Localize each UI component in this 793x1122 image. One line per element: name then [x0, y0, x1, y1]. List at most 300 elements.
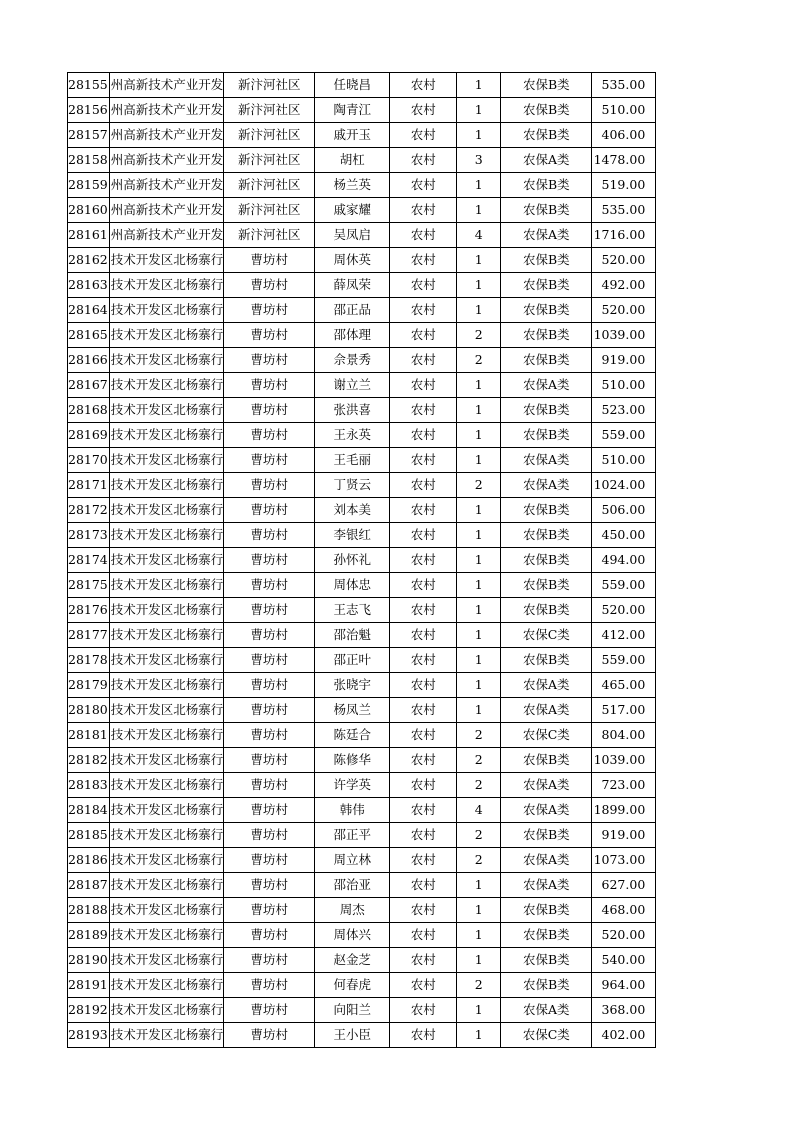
amount-value: 517.00 [592, 698, 656, 723]
record-id: 28161 [68, 223, 110, 248]
village-name: 曹坊村 [224, 1023, 315, 1048]
household-count: 3 [457, 148, 501, 173]
district-name: 州高新技术产业开发 [109, 148, 224, 173]
residence-type: 农村 [390, 523, 457, 548]
record-id: 28162 [68, 248, 110, 273]
table-row [68, 1023, 656, 1048]
household-count: 1 [457, 123, 501, 148]
amount-value: 523.00 [592, 398, 656, 423]
village-name: 曹坊村 [224, 548, 315, 573]
household-count: 1 [457, 873, 501, 898]
person-name: 邵正品 [315, 298, 390, 323]
person-name: 陶青江 [315, 98, 390, 123]
district-name: 技术开发区北杨寨行 [109, 948, 224, 973]
table-row [68, 623, 656, 648]
amount-value: 510.00 [592, 373, 656, 398]
insurance-category: 农保B类 [501, 248, 592, 273]
village-name: 曹坊村 [224, 573, 315, 598]
table-row [68, 848, 656, 873]
household-count: 1 [457, 448, 501, 473]
household-count: 2 [457, 973, 501, 998]
person-name: 邵治魁 [315, 623, 390, 648]
residence-type: 农村 [390, 498, 457, 523]
district-name: 技术开发区北杨寨行 [109, 473, 224, 498]
household-count: 1 [457, 73, 501, 98]
village-name: 曹坊村 [224, 773, 315, 798]
insurance-category: 农保A类 [501, 873, 592, 898]
amount-value: 535.00 [592, 73, 656, 98]
district-name: 州高新技术产业开发 [109, 123, 224, 148]
residence-type: 农村 [390, 473, 457, 498]
household-count: 2 [457, 473, 501, 498]
amount-value: 535.00 [592, 198, 656, 223]
district-name: 技术开发区北杨寨行 [109, 998, 224, 1023]
table-row [68, 198, 656, 223]
residence-type: 农村 [390, 73, 457, 98]
amount-value: 1024.00 [592, 473, 656, 498]
table-row [68, 948, 656, 973]
insurance-category: 农保A类 [501, 473, 592, 498]
district-name: 技术开发区北杨寨行 [109, 823, 224, 848]
household-count: 1 [457, 898, 501, 923]
village-name: 曹坊村 [224, 723, 315, 748]
insurance-category: 农保B类 [501, 73, 592, 98]
insurance-category: 农保B类 [501, 923, 592, 948]
insurance-category: 农保C类 [501, 623, 592, 648]
residence-type: 农村 [390, 823, 457, 848]
person-name: 张洪喜 [315, 398, 390, 423]
residence-type: 农村 [390, 98, 457, 123]
insurance-category: 农保B类 [501, 523, 592, 548]
record-id: 28163 [68, 273, 110, 298]
table-row [68, 923, 656, 948]
person-name: 王永英 [315, 423, 390, 448]
person-name: 赵金芝 [315, 948, 390, 973]
table-row [68, 898, 656, 923]
household-count: 1 [457, 548, 501, 573]
village-name: 曹坊村 [224, 273, 315, 298]
table-row [68, 573, 656, 598]
amount-value: 468.00 [592, 898, 656, 923]
person-name: 周休英 [315, 248, 390, 273]
insurance-category: 农保A类 [501, 998, 592, 1023]
district-name: 技术开发区北杨寨行 [109, 373, 224, 398]
residence-type: 农村 [390, 598, 457, 623]
record-id: 28183 [68, 773, 110, 798]
insurance-category: 农保C类 [501, 723, 592, 748]
insurance-category: 农保A类 [501, 773, 592, 798]
village-name: 曹坊村 [224, 973, 315, 998]
residence-type: 农村 [390, 398, 457, 423]
amount-value: 520.00 [592, 298, 656, 323]
person-name: 戚家耀 [315, 198, 390, 223]
person-name: 邵体理 [315, 323, 390, 348]
table-row [68, 498, 656, 523]
insurance-category: 农保B类 [501, 198, 592, 223]
record-id: 28191 [68, 973, 110, 998]
insurance-category: 农保A类 [501, 698, 592, 723]
amount-value: 1039.00 [592, 323, 656, 348]
record-id: 28168 [68, 398, 110, 423]
village-name: 曹坊村 [224, 323, 315, 348]
amount-value: 559.00 [592, 423, 656, 448]
table-row [68, 873, 656, 898]
person-name: 何春虎 [315, 973, 390, 998]
amount-value: 919.00 [592, 823, 656, 848]
district-name: 技术开发区北杨寨行 [109, 773, 224, 798]
record-id: 28171 [68, 473, 110, 498]
table-row [68, 173, 656, 198]
amount-value: 627.00 [592, 873, 656, 898]
village-name: 新汴河社区 [224, 98, 315, 123]
table-row [68, 323, 656, 348]
table-row [68, 273, 656, 298]
person-name: 邵治亚 [315, 873, 390, 898]
residence-type: 农村 [390, 1023, 457, 1048]
record-id: 28166 [68, 348, 110, 373]
person-name: 任晓昌 [315, 73, 390, 98]
insurance-category: 农保B类 [501, 748, 592, 773]
district-name: 技术开发区北杨寨行 [109, 898, 224, 923]
residence-type: 农村 [390, 923, 457, 948]
district-name: 技术开发区北杨寨行 [109, 323, 224, 348]
record-id: 28156 [68, 98, 110, 123]
insurance-category: 农保B类 [501, 123, 592, 148]
record-id: 28169 [68, 423, 110, 448]
table-row [68, 698, 656, 723]
village-name: 新汴河社区 [224, 223, 315, 248]
district-name: 州高新技术产业开发 [109, 198, 224, 223]
district-name: 技术开发区北杨寨行 [109, 448, 224, 473]
residence-type: 农村 [390, 648, 457, 673]
table-row [68, 973, 656, 998]
residence-type: 农村 [390, 623, 457, 648]
person-name: 王小臣 [315, 1023, 390, 1048]
person-name: 孙怀礼 [315, 548, 390, 573]
person-name: 谢立兰 [315, 373, 390, 398]
residence-type: 农村 [390, 798, 457, 823]
village-name: 曹坊村 [224, 923, 315, 948]
district-name: 技术开发区北杨寨行 [109, 923, 224, 948]
amount-value: 519.00 [592, 173, 656, 198]
household-count: 1 [457, 398, 501, 423]
record-id: 28155 [68, 73, 110, 98]
record-id: 28157 [68, 123, 110, 148]
person-name: 王志飞 [315, 598, 390, 623]
village-name: 曹坊村 [224, 898, 315, 923]
household-count: 4 [457, 223, 501, 248]
amount-value: 412.00 [592, 623, 656, 648]
insurance-category: 农保B类 [501, 598, 592, 623]
district-name: 技术开发区北杨寨行 [109, 598, 224, 623]
amount-value: 804.00 [592, 723, 656, 748]
record-id: 28181 [68, 723, 110, 748]
amount-value: 964.00 [592, 973, 656, 998]
amount-value: 559.00 [592, 573, 656, 598]
table-row [68, 723, 656, 748]
amount-value: 406.00 [592, 123, 656, 148]
village-name: 曹坊村 [224, 448, 315, 473]
record-id: 28186 [68, 848, 110, 873]
district-name: 技术开发区北杨寨行 [109, 273, 224, 298]
residence-type: 农村 [390, 123, 457, 148]
table-row [68, 123, 656, 148]
insurance-category: 农保B类 [501, 548, 592, 573]
village-name: 曹坊村 [224, 648, 315, 673]
insurance-category: 农保A类 [501, 848, 592, 873]
person-name: 许学英 [315, 773, 390, 798]
district-name: 州高新技术产业开发 [109, 223, 224, 248]
insurance-category: 农保A类 [501, 373, 592, 398]
residence-type: 农村 [390, 673, 457, 698]
household-count: 1 [457, 273, 501, 298]
table-row [68, 998, 656, 1023]
residence-type: 农村 [390, 898, 457, 923]
residence-type: 农村 [390, 998, 457, 1023]
record-id: 28179 [68, 673, 110, 698]
person-name: 佘景秀 [315, 348, 390, 373]
insurance-category: 农保A类 [501, 223, 592, 248]
village-name: 新汴河社区 [224, 123, 315, 148]
person-name: 陈廷合 [315, 723, 390, 748]
record-id: 28173 [68, 523, 110, 548]
insurance-category: 农保B类 [501, 948, 592, 973]
household-count: 2 [457, 348, 501, 373]
residence-type: 农村 [390, 423, 457, 448]
residence-type: 农村 [390, 298, 457, 323]
insurance-category: 农保B类 [501, 823, 592, 848]
amount-value: 1039.00 [592, 748, 656, 773]
district-name: 州高新技术产业开发 [109, 98, 224, 123]
record-id: 28175 [68, 573, 110, 598]
household-count: 1 [457, 198, 501, 223]
district-name: 技术开发区北杨寨行 [109, 423, 224, 448]
village-name: 曹坊村 [224, 398, 315, 423]
table-row [68, 598, 656, 623]
record-id: 28189 [68, 923, 110, 948]
household-count: 1 [457, 173, 501, 198]
person-name: 周体忠 [315, 573, 390, 598]
person-name: 胡杠 [315, 148, 390, 173]
person-name: 邵正平 [315, 823, 390, 848]
district-name: 技术开发区北杨寨行 [109, 698, 224, 723]
table-row [68, 98, 656, 123]
residence-type: 农村 [390, 323, 457, 348]
table-row [68, 423, 656, 448]
village-name: 曹坊村 [224, 623, 315, 648]
table-row [68, 773, 656, 798]
records-body [68, 73, 656, 1048]
table-row [68, 798, 656, 823]
household-count: 1 [457, 298, 501, 323]
person-name: 杨凤兰 [315, 698, 390, 723]
village-name: 曹坊村 [224, 473, 315, 498]
insurance-category: 农保A类 [501, 448, 592, 473]
residence-type: 农村 [390, 448, 457, 473]
amount-value: 1899.00 [592, 798, 656, 823]
village-name: 曹坊村 [224, 523, 315, 548]
residence-type: 农村 [390, 173, 457, 198]
district-name: 技术开发区北杨寨行 [109, 523, 224, 548]
village-name: 新汴河社区 [224, 148, 315, 173]
insurance-category: 农保B类 [501, 298, 592, 323]
district-name: 技术开发区北杨寨行 [109, 298, 224, 323]
insurance-category: 农保B类 [501, 273, 592, 298]
residence-type: 农村 [390, 698, 457, 723]
insurance-category: 农保B类 [501, 423, 592, 448]
person-name: 吴凤启 [315, 223, 390, 248]
residence-type: 农村 [390, 273, 457, 298]
table-row [68, 548, 656, 573]
table-row [68, 298, 656, 323]
amount-value: 723.00 [592, 773, 656, 798]
records-table [67, 72, 656, 1048]
village-name: 曹坊村 [224, 498, 315, 523]
district-name: 技术开发区北杨寨行 [109, 848, 224, 873]
village-name: 曹坊村 [224, 698, 315, 723]
household-count: 1 [457, 948, 501, 973]
insurance-category: 农保C类 [501, 1023, 592, 1048]
insurance-category: 农保B类 [501, 173, 592, 198]
record-id: 28188 [68, 898, 110, 923]
amount-value: 1073.00 [592, 848, 656, 873]
insurance-category: 农保A类 [501, 148, 592, 173]
residence-type: 农村 [390, 248, 457, 273]
insurance-category: 农保B类 [501, 648, 592, 673]
village-name: 曹坊村 [224, 848, 315, 873]
district-name: 技术开发区北杨寨行 [109, 673, 224, 698]
village-name: 新汴河社区 [224, 198, 315, 223]
person-name: 向阳兰 [315, 998, 390, 1023]
amount-value: 492.00 [592, 273, 656, 298]
household-count: 1 [457, 648, 501, 673]
household-count: 2 [457, 723, 501, 748]
insurance-category: 农保B类 [501, 573, 592, 598]
record-id: 28182 [68, 748, 110, 773]
record-id: 28158 [68, 148, 110, 173]
insurance-category: 农保B类 [501, 323, 592, 348]
residence-type: 农村 [390, 198, 457, 223]
household-count: 1 [457, 573, 501, 598]
village-name: 曹坊村 [224, 373, 315, 398]
record-id: 28187 [68, 873, 110, 898]
district-name: 技术开发区北杨寨行 [109, 498, 224, 523]
table-row [68, 448, 656, 473]
village-name: 曹坊村 [224, 348, 315, 373]
record-id: 28192 [68, 998, 110, 1023]
village-name: 曹坊村 [224, 248, 315, 273]
table-row [68, 648, 656, 673]
village-name: 曹坊村 [224, 948, 315, 973]
record-id: 28185 [68, 823, 110, 848]
person-name: 王毛丽 [315, 448, 390, 473]
amount-value: 506.00 [592, 498, 656, 523]
village-name: 曹坊村 [224, 748, 315, 773]
person-name: 周立林 [315, 848, 390, 873]
table-row [68, 348, 656, 373]
table-row [68, 373, 656, 398]
person-name: 周杰 [315, 898, 390, 923]
village-name: 曹坊村 [224, 423, 315, 448]
amount-value: 450.00 [592, 523, 656, 548]
residence-type: 农村 [390, 723, 457, 748]
record-id: 28167 [68, 373, 110, 398]
district-name: 技术开发区北杨寨行 [109, 573, 224, 598]
record-id: 28184 [68, 798, 110, 823]
record-id: 28177 [68, 623, 110, 648]
household-count: 2 [457, 848, 501, 873]
district-name: 州高新技术产业开发 [109, 173, 224, 198]
household-count: 1 [457, 498, 501, 523]
table-row [68, 748, 656, 773]
household-count: 1 [457, 423, 501, 448]
person-name: 周体兴 [315, 923, 390, 948]
amount-value: 402.00 [592, 1023, 656, 1048]
residence-type: 农村 [390, 973, 457, 998]
amount-value: 1716.00 [592, 223, 656, 248]
amount-value: 465.00 [592, 673, 656, 698]
household-count: 1 [457, 923, 501, 948]
record-id: 28170 [68, 448, 110, 473]
household-count: 1 [457, 373, 501, 398]
district-name: 技术开发区北杨寨行 [109, 648, 224, 673]
amount-value: 520.00 [592, 923, 656, 948]
village-name: 新汴河社区 [224, 73, 315, 98]
residence-type: 农村 [390, 223, 457, 248]
residence-type: 农村 [390, 773, 457, 798]
household-count: 1 [457, 673, 501, 698]
residence-type: 农村 [390, 573, 457, 598]
residence-type: 农村 [390, 873, 457, 898]
insurance-category: 农保B类 [501, 898, 592, 923]
village-name: 曹坊村 [224, 823, 315, 848]
residence-type: 农村 [390, 848, 457, 873]
insurance-category: 农保A类 [501, 798, 592, 823]
insurance-category: 农保B类 [501, 348, 592, 373]
record-id: 28176 [68, 598, 110, 623]
person-name: 陈修华 [315, 748, 390, 773]
record-id: 28160 [68, 198, 110, 223]
person-name: 邵正叶 [315, 648, 390, 673]
residence-type: 农村 [390, 948, 457, 973]
household-count: 2 [457, 748, 501, 773]
district-name: 技术开发区北杨寨行 [109, 798, 224, 823]
table-row [68, 223, 656, 248]
person-name: 张晓宇 [315, 673, 390, 698]
table-row [68, 148, 656, 173]
amount-value: 520.00 [592, 598, 656, 623]
household-count: 2 [457, 823, 501, 848]
district-name: 州高新技术产业开发 [109, 73, 224, 98]
residence-type: 农村 [390, 548, 457, 573]
person-name: 刘本美 [315, 498, 390, 523]
amount-value: 494.00 [592, 548, 656, 573]
insurance-category: 农保B类 [501, 98, 592, 123]
village-name: 曹坊村 [224, 873, 315, 898]
person-name: 杨兰英 [315, 173, 390, 198]
insurance-category: 农保B类 [501, 398, 592, 423]
person-name: 李银红 [315, 523, 390, 548]
table-row [68, 673, 656, 698]
table-row [68, 823, 656, 848]
person-name: 丁贤云 [315, 473, 390, 498]
amount-value: 919.00 [592, 348, 656, 373]
household-count: 1 [457, 623, 501, 648]
district-name: 技术开发区北杨寨行 [109, 398, 224, 423]
household-count: 1 [457, 248, 501, 273]
record-id: 28193 [68, 1023, 110, 1048]
record-id: 28190 [68, 948, 110, 973]
